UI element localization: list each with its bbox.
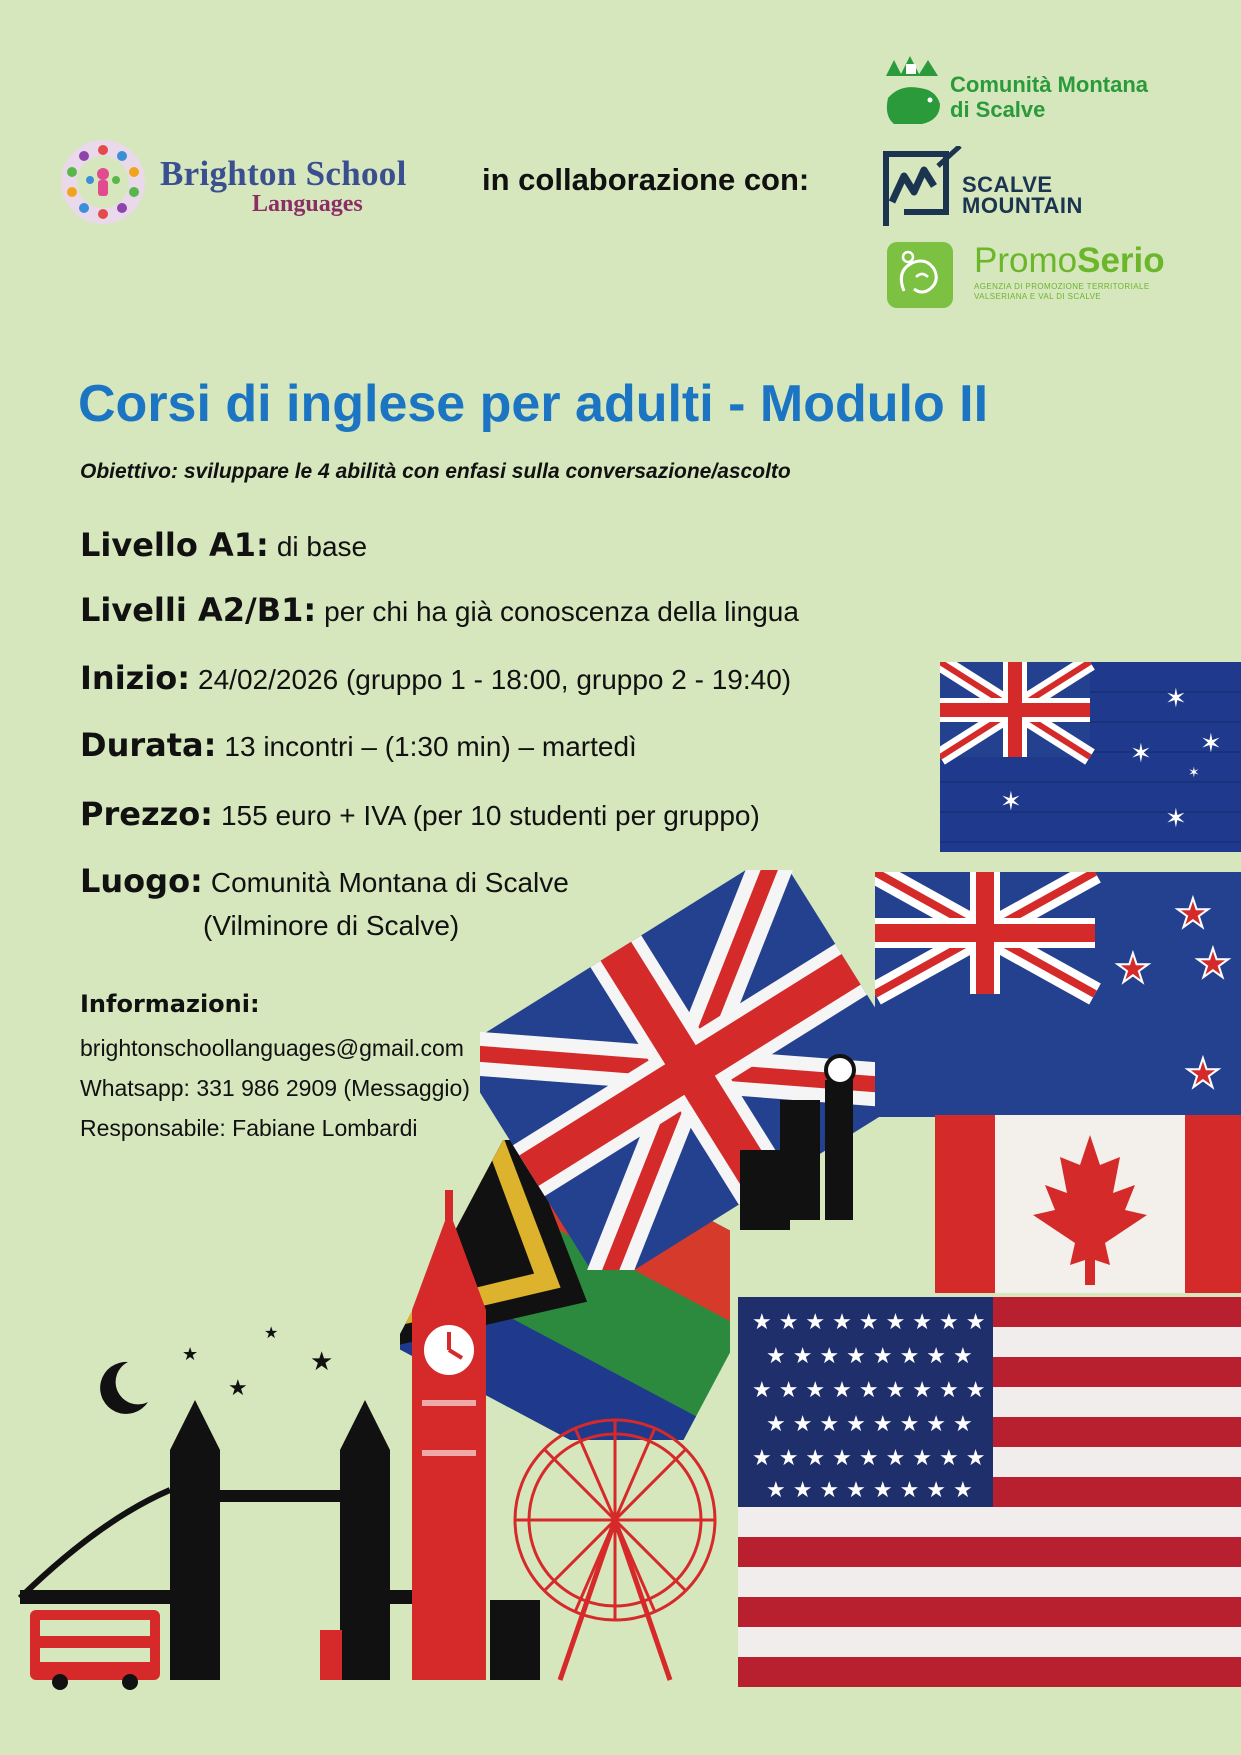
comunita-montana-logo bbox=[880, 54, 944, 128]
page-title: Corsi di inglese per adulti - Modulo II bbox=[78, 375, 989, 433]
info-responsabile: Responsabile: Fabiane Lombardi bbox=[80, 1115, 418, 1141]
row-value: per chi ha già conoscenza della lingua bbox=[324, 596, 799, 627]
usa-flag bbox=[738, 1297, 1241, 1687]
row-label: Luogo: bbox=[80, 862, 203, 900]
info-email[interactable]: brightonschoollanguages@gmail.com bbox=[80, 1035, 464, 1061]
svg-text:✶: ✶ bbox=[1188, 765, 1200, 781]
promo-part: Promo bbox=[974, 241, 1078, 280]
row-label: Prezzo: bbox=[80, 795, 213, 833]
scalve-mountain-logo bbox=[882, 146, 962, 230]
comunita-montana-name bbox=[950, 72, 1148, 122]
svg-text:★: ★ bbox=[310, 1347, 334, 1377]
svg-text:★ ★ ★ ★ ★ ★ ★ ★ ★: ★ ★ ★ ★ ★ ★ ★ ★ ★ bbox=[752, 1378, 986, 1403]
svg-text:★: ★ bbox=[228, 1376, 248, 1401]
row-inizio bbox=[80, 659, 791, 697]
svg-text:★: ★ bbox=[1195, 941, 1231, 987]
info-whatsapp: Whatsapp: 331 986 2909 (Messaggio) bbox=[80, 1075, 470, 1101]
svg-text:★ ★ ★ ★ ★ ★ ★ ★: ★ ★ ★ ★ ★ ★ ★ ★ bbox=[766, 1478, 973, 1503]
comunita-line-1: Comunità Montana bbox=[950, 72, 1148, 97]
promoserio-sub-line-2: VALSERIANA E VAL DI SCALVE bbox=[974, 292, 1102, 301]
promoserio-name bbox=[974, 241, 1165, 281]
svg-text:★ ★ ★ ★ ★ ★ ★ ★: ★ ★ ★ ★ ★ ★ ★ ★ bbox=[766, 1412, 973, 1437]
row-livello-a1 bbox=[80, 526, 367, 564]
new-zealand-flag bbox=[875, 872, 1241, 1117]
australia-flag bbox=[940, 662, 1241, 852]
info-heading: Informazioni: bbox=[80, 990, 260, 1018]
row-value: di base bbox=[276, 531, 368, 562]
svg-text:✶: ✶ bbox=[1165, 804, 1187, 834]
scalve-mountain-name bbox=[962, 174, 1083, 216]
svg-text:★ ★ ★ ★ ★ ★ ★ ★ ★: ★ ★ ★ ★ ★ ★ ★ ★ ★ bbox=[752, 1446, 986, 1471]
scalve-line-1: SCALVE bbox=[962, 172, 1053, 197]
svg-text:★: ★ bbox=[1115, 946, 1151, 992]
svg-text:★ ★ ★ ★ ★ ★ ★ ★ ★: ★ ★ ★ ★ ★ ★ ★ ★ ★ bbox=[752, 1310, 986, 1335]
brand-subtitle: Languages bbox=[252, 191, 363, 217]
promoserio-sub-line-1: AGENZIA DI PROMOZIONE TERRITORIALE bbox=[974, 282, 1150, 291]
london-skyline-illustration bbox=[0, 1190, 740, 1690]
svg-text:★ ★ ★ ★ ★ ★ ★ ★: ★ ★ ★ ★ ★ ★ ★ ★ bbox=[766, 1344, 973, 1369]
svg-text:✶: ✶ bbox=[1130, 739, 1152, 769]
collaboration-label: in collaborazione con: bbox=[482, 162, 810, 197]
row-value: Comunità Montana di Scalve bbox=[210, 867, 569, 898]
promoserio-logo bbox=[886, 241, 956, 309]
brighton-school-logo bbox=[56, 140, 150, 224]
row-prezzo bbox=[80, 795, 760, 833]
row-label: Livelli A2/B1: bbox=[80, 591, 317, 629]
row-value: 24/02/2026 (gruppo 1 - 18:00, gruppo 2 - 19:40) bbox=[198, 664, 792, 695]
row-label: Inizio: bbox=[80, 659, 191, 697]
row-value: 13 incontri – (1:30 min) – martedì bbox=[224, 731, 637, 762]
serio-part: Serio bbox=[1077, 241, 1165, 280]
row-value: 155 euro + IVA (per 10 studenti per gruppo) bbox=[220, 800, 760, 831]
svg-text:✶: ✶ bbox=[1165, 684, 1187, 714]
brand-name: Brighton School bbox=[160, 154, 407, 193]
canada-flag bbox=[935, 1115, 1241, 1293]
scalve-line-2: MOUNTAIN bbox=[962, 193, 1083, 218]
objective-subtitle: Obiettivo: sviluppare le 4 abilità con enfasi sulla conversazione/ascolto bbox=[80, 460, 791, 483]
svg-text:✶: ✶ bbox=[1000, 787, 1022, 817]
row-label: Livello A1: bbox=[80, 526, 269, 564]
row-livelli-a2-b1 bbox=[80, 591, 799, 629]
svg-text:★: ★ bbox=[264, 1323, 279, 1342]
svg-text:★: ★ bbox=[1185, 1051, 1221, 1097]
row-durata bbox=[80, 726, 637, 764]
luogo-line-2: (Vilminore di Scalve) bbox=[203, 910, 460, 941]
row-label: Durata: bbox=[80, 726, 217, 764]
svg-text:✶: ✶ bbox=[1200, 729, 1222, 759]
svg-text:★: ★ bbox=[1175, 891, 1211, 937]
svg-text:★: ★ bbox=[182, 1344, 199, 1365]
promoserio-subtitle bbox=[974, 282, 1150, 302]
comunita-line-2: di Scalve bbox=[950, 97, 1046, 122]
